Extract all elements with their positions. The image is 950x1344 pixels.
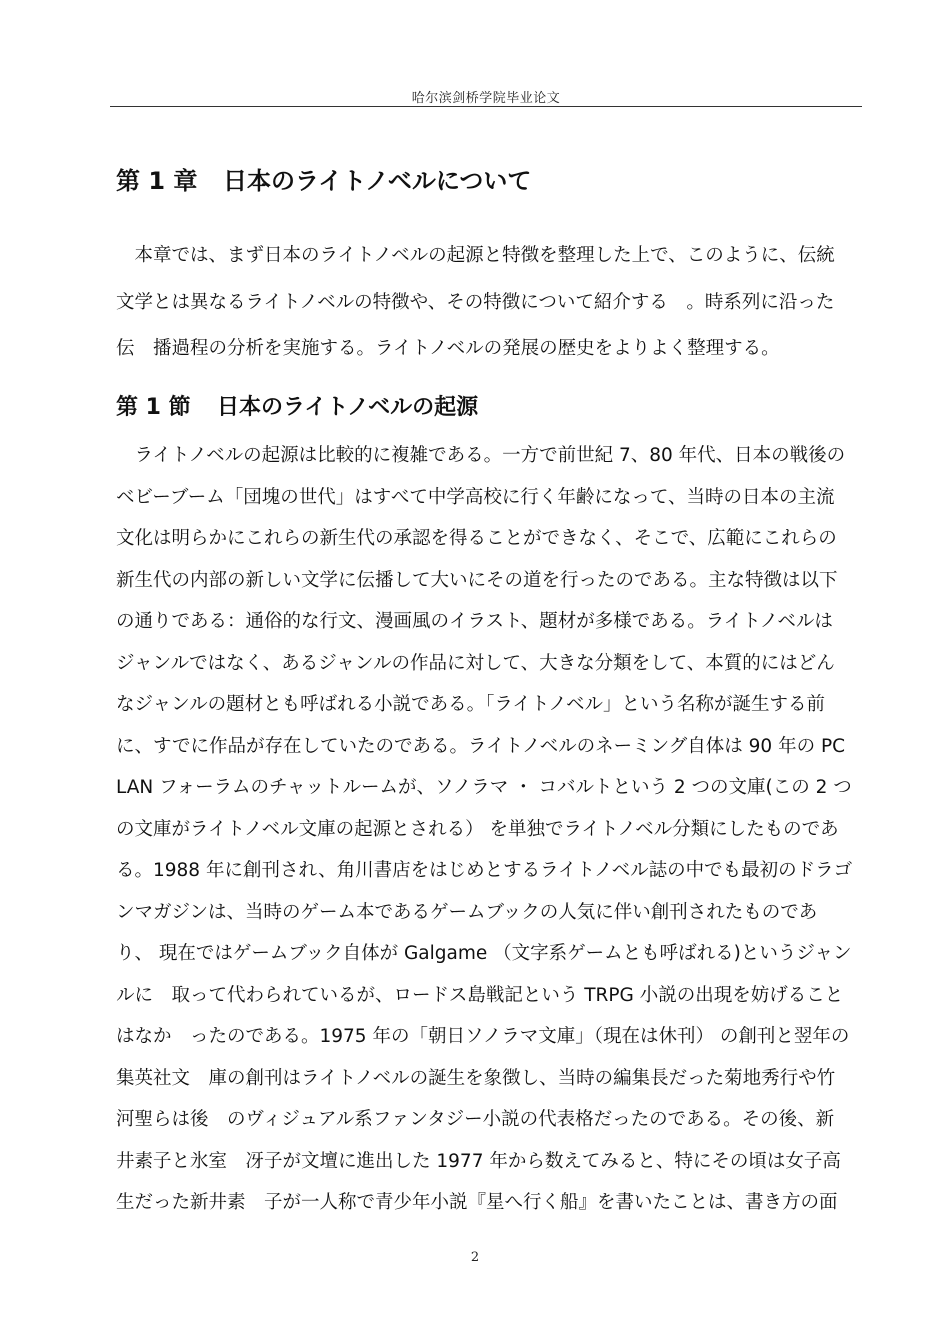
page-number: 2 [470,1250,480,1265]
paragraph-line: ンマガジンは、当時のゲーム本であるゲームブックの人気に伴い創刊されたものであ [116,901,818,923]
running-header: 哈尔滨剑桥学院毕业论文 [411,91,561,106]
paragraph-line: 伝 播過程の分析を実施する。ライトノベルの発展の歴史をよりよく整理する。 [116,338,780,359]
paragraph-line: はなか ったのである。1975 年の「朝日ソノラマ文庫」（現在は休刊） の創刊と翌年の [116,1026,850,1047]
chapter-title [116,164,531,198]
paragraph-line: ジャンルではなく、あるジャンルの作品に対して、大きな分類をして、本質的にはどん [116,652,835,674]
paragraph-line: り、 現在ではゲームブック自体が Galgame （文字系ゲームとも呼ばれる)というジャン [116,943,852,964]
paragraph-line: 集英社文 庫の創刊はライトノベルの誕生を象徴し、当時の編集長だった菊地秀行や竹 [116,1067,836,1089]
paragraph-line: なジャンルの題材とも呼ばれる小説である。「ライトノベル」という名称が誕生する前 [116,694,826,715]
paragraph-line: の通りである：通俗的な行文、漫画風のイラスト、題材が多様である。ライトノベルは [116,611,833,632]
header-rule [110,106,862,107]
paragraph-line: ライトノベルの起源は比較的に複雑である。一方で前世紀 7、80 年代、日本の戦後の [116,445,846,466]
paragraph-line: に、すでに作品が存在していたのである。ライトノベルのネーミング自体は 90 年の PC [116,735,846,757]
paragraph-line: 井素子と氷室 冴子が文壇に進出した 1977 年から数えてみると、特にその頃は女子高 [116,1150,841,1172]
paragraph-line: の文庫がライトノベル文庫の起源とされる） を単独でライトノベル分類にしたものであ [116,818,839,840]
paragraph-line: LAN フォーラムのチャットルームが、ソノラマ ・ コバルトという 2 つの文庫(この 2 つ [116,777,852,798]
section-number: 第 1 節 [116,395,191,420]
section-title-text: 日本のライトノベルの起源 [217,395,479,420]
paragraph-line: 本章では、まず日本のライトノベルの起源と特徴を整理した上で、このように、伝統 [116,245,835,266]
paragraph-line: 河聖らは後 のヴィジュアル系ファンタジー小説の代表格だったのである。その後、新 [116,1109,835,1130]
paragraph-line: る。1988 年に創刊され、角川書店をはじめとするライトノベル誌の中でも最初のドラゴ [116,860,853,881]
paragraph-line: 文化は明らかにこれらの新生代の承認を得ることができなく、そこで、広範にこれらの [116,528,837,549]
chapter-title-text: 日本のライトノベルについて [223,167,532,195]
paragraph-line: 生だった新井素 子が一人称で青少年小説『星へ行く船』を書いたことは、書き方の面 [116,1192,838,1213]
paragraph-line: 新生代の内部の新しい文学に伝播して大いにその道を行ったのである。主な特徴は以下 [116,569,838,591]
section-title [116,392,478,424]
intro-paragraph [116,233,876,373]
paragraph-line: ルに 取って代わられているが、ロードス島戦記という TRPG 小説の出現を妨げること [116,984,844,1006]
chapter-number: 第 1 章 [116,167,198,195]
paragraph-line: 文学とは異なるライトノベルの特徴や、その特徴について紹介する 。時系列に沿った [116,291,835,313]
paragraph-line: ベビーブーム「団塊の世代」はすべて中学高校に行く年齢になって、当時の日本の主流 [116,486,835,508]
body-paragraph [116,435,876,1224]
